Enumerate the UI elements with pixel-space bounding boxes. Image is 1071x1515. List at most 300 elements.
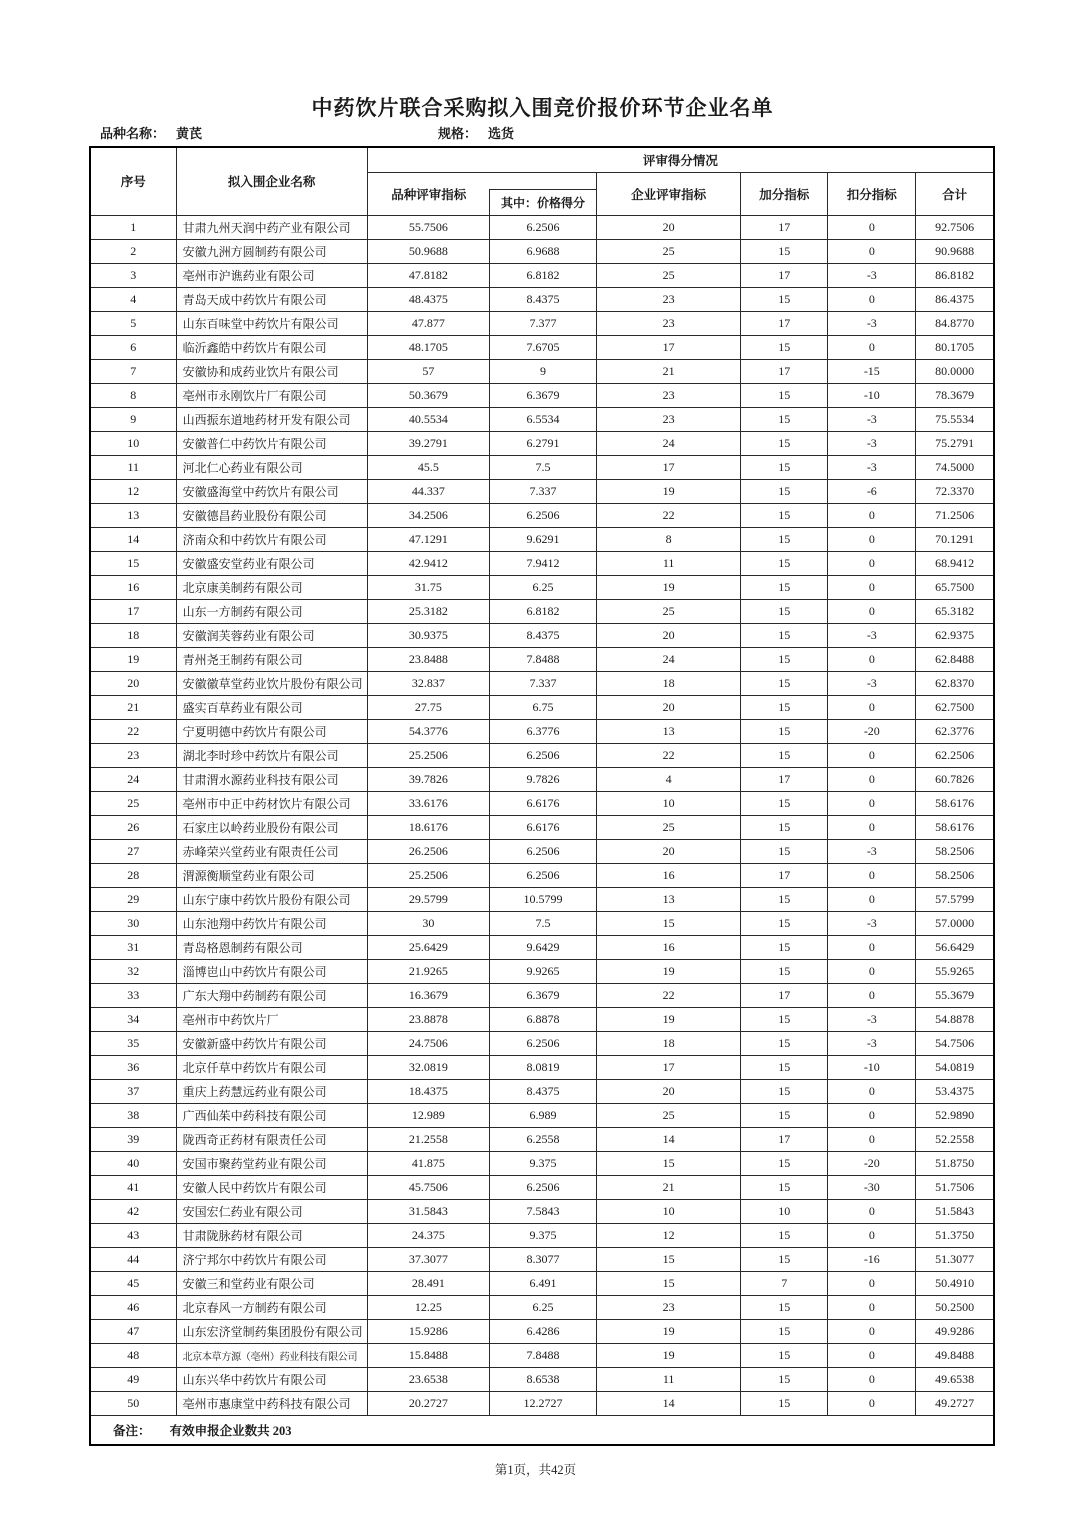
- variety-score-cell: 45.5: [367, 455, 489, 479]
- bonus-score-cell: 15: [741, 839, 828, 863]
- seq-cell: 11: [90, 455, 176, 479]
- price-score-cell: 8.6538: [489, 1367, 596, 1391]
- enterprise-score-cell: 19: [597, 959, 741, 983]
- company-name-cell: 安徽三和堂药业有限公司: [176, 1271, 367, 1295]
- company-name-cell: 甘肃渭水源药业科技有限公司: [176, 767, 367, 791]
- variety-score-cell: 32.0819: [367, 1055, 489, 1079]
- table-row: [90, 1199, 994, 1223]
- bonus-score-cell: 15: [741, 671, 828, 695]
- enterprise-score-cell: 15: [597, 1247, 741, 1271]
- bonus-score-cell: 15: [741, 1079, 828, 1103]
- enterprise-score-cell: 17: [597, 335, 741, 359]
- deduction-score-cell: -3: [828, 407, 916, 431]
- bonus-score-cell: 15: [741, 527, 828, 551]
- bonus-score-cell: 15: [741, 743, 828, 767]
- seq-cell: 18: [90, 623, 176, 647]
- seq-cell: 39: [90, 1127, 176, 1151]
- total-score-cell: 65.7500: [916, 575, 994, 599]
- enterprise-score-cell: 15: [597, 911, 741, 935]
- company-name-cell: 济宁邦尔中药饮片有限公司: [176, 1247, 367, 1271]
- seq-cell: 49: [90, 1367, 176, 1391]
- variety-score-cell: 57: [367, 359, 489, 383]
- variety-score-cell: 54.3776: [367, 719, 489, 743]
- deduction-score-cell: 0: [828, 287, 916, 311]
- bonus-score-cell: 15: [741, 407, 828, 431]
- deduction-score-cell: 0: [828, 695, 916, 719]
- seq-cell: 30: [90, 911, 176, 935]
- deduction-score-cell: 0: [828, 791, 916, 815]
- total-score-cell: 75.5534: [916, 407, 994, 431]
- bonus-score-cell: 17: [741, 983, 828, 1007]
- total-score-cell: 78.3679: [916, 383, 994, 407]
- company-name-cell: 赤峰荣兴堂药业有限责任公司: [176, 839, 367, 863]
- price-score-cell: 7.5: [489, 911, 596, 935]
- header-enterprise-score: 企业评审指标: [597, 172, 741, 215]
- enterprise-score-cell: 18: [597, 671, 741, 695]
- enterprise-score-cell: 14: [597, 1127, 741, 1151]
- total-score-cell: 58.6176: [916, 815, 994, 839]
- total-score-cell: 84.8770: [916, 311, 994, 335]
- bonus-score-cell: 15: [741, 1151, 828, 1175]
- bonus-score-cell: 15: [741, 1367, 828, 1391]
- total-score-cell: 54.0819: [916, 1055, 994, 1079]
- variety-score-cell: 25.6429: [367, 935, 489, 959]
- company-name-cell: 安徽新盛中药饮片有限公司: [176, 1031, 367, 1055]
- seq-cell: 23: [90, 743, 176, 767]
- price-score-cell: 8.4375: [489, 287, 596, 311]
- price-score-cell: 6.8182: [489, 263, 596, 287]
- deduction-score-cell: 0: [828, 887, 916, 911]
- bonus-score-cell: 15: [741, 335, 828, 359]
- deduction-score-cell: -3: [828, 911, 916, 935]
- company-name-cell: 北京仟草中药饮片有限公司: [176, 1055, 367, 1079]
- variety-score-cell: 23.8878: [367, 1007, 489, 1031]
- enterprise-score-cell: 11: [597, 551, 741, 575]
- variety-score-cell: 18.4375: [367, 1079, 489, 1103]
- deduction-score-cell: 0: [828, 959, 916, 983]
- price-score-cell: 7.337: [489, 479, 596, 503]
- variety-score-cell: 31.5843: [367, 1199, 489, 1223]
- enterprise-score-cell: 22: [597, 983, 741, 1007]
- table-row: [90, 1127, 994, 1151]
- enterprise-score-cell: 20: [597, 695, 741, 719]
- deduction-score-cell: -3: [828, 1031, 916, 1055]
- price-score-cell: 8.3077: [489, 1247, 596, 1271]
- table-row: [90, 215, 994, 239]
- deduction-score-cell: 0: [828, 1271, 916, 1295]
- deduction-score-cell: 0: [828, 647, 916, 671]
- seq-cell: 16: [90, 575, 176, 599]
- seq-cell: 45: [90, 1271, 176, 1295]
- total-score-cell: 57.0000: [916, 911, 994, 935]
- table-row: [90, 887, 994, 911]
- variety-score-cell: 48.4375: [367, 287, 489, 311]
- enterprise-score-cell: 16: [597, 863, 741, 887]
- company-name-cell: 安徽徽草堂药业饮片股份有限公司: [176, 671, 367, 695]
- total-score-cell: 62.2506: [916, 743, 994, 767]
- total-score-cell: 50.4910: [916, 1271, 994, 1295]
- total-score-cell: 52.9890: [916, 1103, 994, 1127]
- table-row: [90, 1007, 994, 1031]
- price-score-cell: 6.5534: [489, 407, 596, 431]
- company-name-cell: 陇西奇正药材有限责任公司: [176, 1127, 367, 1151]
- table-row: [90, 911, 994, 935]
- price-score-cell: 6.2506: [489, 743, 596, 767]
- variety-score-cell: 20.2727: [367, 1391, 489, 1415]
- header-total: 合计: [916, 172, 994, 215]
- enterprise-score-table: [89, 146, 995, 1446]
- header-bonus: 加分指标: [741, 172, 828, 215]
- seq-cell: 33: [90, 983, 176, 1007]
- enterprise-score-cell: 15: [597, 1151, 741, 1175]
- table-row: [90, 1271, 994, 1295]
- enterprise-score-cell: 19: [597, 1319, 741, 1343]
- price-score-cell: 6.6176: [489, 815, 596, 839]
- total-score-cell: 51.5843: [916, 1199, 994, 1223]
- seq-cell: 38: [90, 1103, 176, 1127]
- table-row: [90, 455, 994, 479]
- enterprise-score-cell: 14: [597, 1391, 741, 1415]
- deduction-score-cell: -3: [828, 671, 916, 695]
- variety-score-cell: 15.8488: [367, 1343, 489, 1367]
- enterprise-score-cell: 18: [597, 1031, 741, 1055]
- table-row: [90, 743, 994, 767]
- enterprise-score-cell: 19: [597, 1343, 741, 1367]
- seq-cell: 8: [90, 383, 176, 407]
- deduction-score-cell: 0: [828, 551, 916, 575]
- deduction-score-cell: 0: [828, 215, 916, 239]
- enterprise-score-cell: 13: [597, 719, 741, 743]
- deduction-score-cell: -15: [828, 359, 916, 383]
- bonus-score-cell: 17: [741, 1127, 828, 1151]
- deduction-score-cell: 0: [828, 983, 916, 1007]
- table-row: [90, 1367, 994, 1391]
- price-score-cell: 9.375: [489, 1223, 596, 1247]
- company-name-cell: 重庆上药慧远药业有限公司: [176, 1079, 367, 1103]
- variety-score-cell: 30: [367, 911, 489, 935]
- enterprise-score-cell: 25: [597, 263, 741, 287]
- company-name-cell: 安国宏仁药业有限公司: [176, 1199, 367, 1223]
- enterprise-score-cell: 10: [597, 1199, 741, 1223]
- company-name-cell: 甘肃陇脉药材有限公司: [176, 1223, 367, 1247]
- deduction-score-cell: -3: [828, 431, 916, 455]
- company-name-cell: 湖北李时珍中药饮片有限公司: [176, 743, 367, 767]
- price-score-cell: 9: [489, 359, 596, 383]
- deduction-score-cell: -3: [828, 263, 916, 287]
- enterprise-score-cell: 10: [597, 791, 741, 815]
- seq-cell: 35: [90, 1031, 176, 1055]
- variety-name-label: 品种名称：: [100, 126, 166, 141]
- company-name-cell: 亳州市永刚饮片厂有限公司: [176, 383, 367, 407]
- bonus-score-cell: 15: [741, 647, 828, 671]
- company-name-cell: 安徽盛安堂药业有限公司: [176, 551, 367, 575]
- seq-cell: 41: [90, 1175, 176, 1199]
- deduction-score-cell: 0: [828, 1223, 916, 1247]
- company-name-cell: 石家庄以岭药业股份有限公司: [176, 815, 367, 839]
- enterprise-score-cell: 23: [597, 287, 741, 311]
- variety-score-cell: 50.3679: [367, 383, 489, 407]
- price-score-cell: 6.25: [489, 1295, 596, 1319]
- note-row: [90, 1415, 994, 1445]
- company-name-cell: 青岛天成中药饮片有限公司: [176, 287, 367, 311]
- total-score-cell: 52.2558: [916, 1127, 994, 1151]
- company-name-cell: 安徽普仁中药饮片有限公司: [176, 431, 367, 455]
- bonus-score-cell: 15: [741, 503, 828, 527]
- variety-score-cell: 25.2506: [367, 743, 489, 767]
- company-name-cell: 济南众和中药饮片有限公司: [176, 527, 367, 551]
- total-score-cell: 57.5799: [916, 887, 994, 911]
- table-row: [90, 1103, 994, 1127]
- spec-label: 规格：: [438, 126, 478, 141]
- bonus-score-cell: 15: [741, 1175, 828, 1199]
- enterprise-score-cell: 20: [597, 623, 741, 647]
- bonus-score-cell: 15: [741, 791, 828, 815]
- total-score-cell: 71.2506: [916, 503, 994, 527]
- enterprise-score-cell: 21: [597, 359, 741, 383]
- enterprise-score-cell: 17: [597, 1055, 741, 1079]
- note-cell: [90, 1415, 994, 1445]
- total-score-cell: 50.2500: [916, 1295, 994, 1319]
- bonus-score-cell: 17: [741, 311, 828, 335]
- bonus-score-cell: 15: [741, 887, 828, 911]
- deduction-score-cell: 0: [828, 863, 916, 887]
- page-indicator: 第1页，共42页: [494, 1463, 577, 1477]
- variety-score-cell: 24.375: [367, 1223, 489, 1247]
- table-row: [90, 791, 994, 815]
- table-row: [90, 767, 994, 791]
- variety-score-cell: 30.9375: [367, 623, 489, 647]
- price-score-cell: 7.9412: [489, 551, 596, 575]
- total-score-cell: 62.8370: [916, 671, 994, 695]
- variety-score-cell: 41.875: [367, 1151, 489, 1175]
- total-score-cell: 62.8488: [916, 647, 994, 671]
- bonus-score-cell: 15: [741, 239, 828, 263]
- variety-score-cell: 16.3679: [367, 983, 489, 1007]
- deduction-score-cell: 0: [828, 503, 916, 527]
- company-name-cell: 亳州市沪谯药业有限公司: [176, 263, 367, 287]
- bonus-score-cell: 17: [741, 767, 828, 791]
- variety-score-cell: 25.2506: [367, 863, 489, 887]
- bonus-score-cell: 15: [741, 1295, 828, 1319]
- variety-score-cell: 34.2506: [367, 503, 489, 527]
- price-score-cell: 6.9688: [489, 239, 596, 263]
- variety-score-cell: 47.8182: [367, 263, 489, 287]
- table-row: [90, 407, 994, 431]
- table-row: [90, 671, 994, 695]
- company-name-cell: 山东宏济堂制药集团股份有限公司: [176, 1319, 367, 1343]
- bonus-score-cell: 15: [741, 599, 828, 623]
- variety-score-cell: 31.75: [367, 575, 489, 599]
- variety-score-cell: 42.9412: [367, 551, 489, 575]
- table-header: [90, 147, 994, 215]
- price-score-cell: 6.2791: [489, 431, 596, 455]
- table-row: [90, 1319, 994, 1343]
- company-name-cell: 山东宁康中药饮片股份有限公司: [176, 887, 367, 911]
- total-score-cell: 49.8488: [916, 1343, 994, 1367]
- table-row: [90, 959, 994, 983]
- company-name-cell: 渭源衡顺堂药业有限公司: [176, 863, 367, 887]
- header-variety-score: 品种评审指标: [391, 187, 467, 202]
- seq-cell: 48: [90, 1343, 176, 1367]
- variety-score-cell: 40.5534: [367, 407, 489, 431]
- price-score-cell: 6.2558: [489, 1127, 596, 1151]
- seq-cell: 37: [90, 1079, 176, 1103]
- variety-score-cell: 55.7506: [367, 215, 489, 239]
- bonus-score-cell: 15: [741, 1319, 828, 1343]
- company-name-cell: 安徽德昌药业股份有限公司: [176, 503, 367, 527]
- deduction-score-cell: -3: [828, 311, 916, 335]
- deduction-score-cell: 0: [828, 575, 916, 599]
- total-score-cell: 60.7826: [916, 767, 994, 791]
- total-score-cell: 58.6176: [916, 791, 994, 815]
- company-name-cell: 青岛格恩制药有限公司: [176, 935, 367, 959]
- deduction-score-cell: 0: [828, 1367, 916, 1391]
- total-score-cell: 62.3776: [916, 719, 994, 743]
- company-name-cell: 淄博岜山中药饮片有限公司: [176, 959, 367, 983]
- total-score-cell: 92.7506: [916, 215, 994, 239]
- price-score-cell: 7.5: [489, 455, 596, 479]
- header-company: 拟入围企业名称: [176, 147, 367, 215]
- company-name-cell: 亳州市中正中药材饮片有限公司: [176, 791, 367, 815]
- seq-cell: 43: [90, 1223, 176, 1247]
- table-row: [90, 599, 994, 623]
- seq-cell: 24: [90, 767, 176, 791]
- bonus-score-cell: 15: [741, 1247, 828, 1271]
- table-row: [90, 647, 994, 671]
- deduction-score-cell: 0: [828, 1127, 916, 1151]
- price-score-cell: 7.5843: [489, 1199, 596, 1223]
- seq-cell: 21: [90, 695, 176, 719]
- company-name-cell: 安徽盛海堂中药饮片有限公司: [176, 479, 367, 503]
- seq-cell: 50: [90, 1391, 176, 1415]
- total-score-cell: 51.8750: [916, 1151, 994, 1175]
- deduction-score-cell: 0: [828, 599, 916, 623]
- table-body: [90, 215, 994, 1415]
- deduction-score-cell: -16: [828, 1247, 916, 1271]
- bonus-score-cell: 15: [741, 551, 828, 575]
- enterprise-score-cell: 20: [597, 215, 741, 239]
- price-score-cell: 9.6429: [489, 935, 596, 959]
- table-row: [90, 935, 994, 959]
- company-name-cell: 北京本草方源（亳州）药业科技有限公司: [176, 1343, 367, 1367]
- table-row: [90, 239, 994, 263]
- total-score-cell: 90.9688: [916, 239, 994, 263]
- enterprise-score-cell: 25: [597, 1103, 741, 1127]
- table-row: [90, 1151, 994, 1175]
- price-score-cell: 6.3679: [489, 983, 596, 1007]
- variety-score-cell: 12.25: [367, 1295, 489, 1319]
- price-score-cell: 6.4286: [489, 1319, 596, 1343]
- variety-score-cell: 12.989: [367, 1103, 489, 1127]
- seq-cell: 34: [90, 1007, 176, 1031]
- company-name-cell: 亳州市惠康堂中药科技有限公司: [176, 1391, 367, 1415]
- seq-cell: 25: [90, 791, 176, 815]
- table-row: [90, 575, 994, 599]
- price-score-cell: 7.377: [489, 311, 596, 335]
- company-name-cell: 安徽协和成药业饮片有限公司: [176, 359, 367, 383]
- company-name-cell: 山西振东道地药材开发有限公司: [176, 407, 367, 431]
- enterprise-score-cell: 12: [597, 1223, 741, 1247]
- variety-score-cell: 39.7826: [367, 767, 489, 791]
- bonus-score-cell: 15: [741, 1223, 828, 1247]
- table-row: [90, 623, 994, 647]
- variety-score-cell: 37.3077: [367, 1247, 489, 1271]
- enterprise-score-cell: 25: [597, 815, 741, 839]
- variety-score-cell: 23.8488: [367, 647, 489, 671]
- bonus-score-cell: 15: [741, 455, 828, 479]
- total-score-cell: 65.3182: [916, 599, 994, 623]
- total-score-cell: 49.6538: [916, 1367, 994, 1391]
- table-row: [90, 863, 994, 887]
- deduction-score-cell: 0: [828, 1103, 916, 1127]
- bonus-score-cell: 7: [741, 1271, 828, 1295]
- seq-cell: 19: [90, 647, 176, 671]
- seq-cell: 42: [90, 1199, 176, 1223]
- total-score-cell: 49.2727: [916, 1391, 994, 1415]
- enterprise-score-cell: 8: [597, 527, 741, 551]
- price-score-cell: 9.9265: [489, 959, 596, 983]
- company-name-cell: 盛实百草药业有限公司: [176, 695, 367, 719]
- bonus-score-cell: 15: [741, 1031, 828, 1055]
- table-row: [90, 527, 994, 551]
- variety-score-cell: 47.877: [367, 311, 489, 335]
- variety-score-cell: 24.7506: [367, 1031, 489, 1055]
- price-score-cell: 6.8182: [489, 599, 596, 623]
- price-score-cell: 6.3776: [489, 719, 596, 743]
- seq-cell: 13: [90, 503, 176, 527]
- variety-score-cell: 29.5799: [367, 887, 489, 911]
- price-score-cell: 6.6176: [489, 791, 596, 815]
- seq-cell: 28: [90, 863, 176, 887]
- total-score-cell: 58.2506: [916, 863, 994, 887]
- enterprise-score-cell: 21: [597, 1175, 741, 1199]
- company-name-cell: 北京春风一方制药有限公司: [176, 1295, 367, 1319]
- price-score-cell: 6.989: [489, 1103, 596, 1127]
- company-name-cell: 宁夏明德中药饮片有限公司: [176, 719, 367, 743]
- deduction-score-cell: -20: [828, 1151, 916, 1175]
- enterprise-score-cell: 20: [597, 839, 741, 863]
- enterprise-score-cell: 25: [597, 239, 741, 263]
- enterprise-score-cell: 19: [597, 575, 741, 599]
- company-name-cell: 临沂鑫皓中药饮片有限公司: [176, 335, 367, 359]
- company-name-cell: 河北仁心药业有限公司: [176, 455, 367, 479]
- enterprise-score-cell: 16: [597, 935, 741, 959]
- total-score-cell: 86.4375: [916, 287, 994, 311]
- table-row: [90, 1031, 994, 1055]
- variety-score-cell: 21.9265: [367, 959, 489, 983]
- deduction-score-cell: 0: [828, 1319, 916, 1343]
- page-title: 中药饮片联合采购拟入围竞价报价环节企业名单: [311, 96, 774, 120]
- table-row: [90, 431, 994, 455]
- total-score-cell: 62.7500: [916, 695, 994, 719]
- header-deduction: 扣分指标: [828, 172, 916, 215]
- total-score-cell: 49.9286: [916, 1319, 994, 1343]
- deduction-score-cell: 0: [828, 1295, 916, 1319]
- price-score-cell: 8.4375: [489, 1079, 596, 1103]
- enterprise-score-cell: 19: [597, 1007, 741, 1031]
- deduction-score-cell: -3: [828, 455, 916, 479]
- table-row: [90, 839, 994, 863]
- table-row: [90, 335, 994, 359]
- total-score-cell: 80.0000: [916, 359, 994, 383]
- seq-cell: 26: [90, 815, 176, 839]
- seq-cell: 47: [90, 1319, 176, 1343]
- header-price-subscore: 其中：价格得分: [489, 189, 596, 215]
- bonus-score-cell: 15: [741, 1343, 828, 1367]
- total-score-cell: 56.6429: [916, 935, 994, 959]
- price-score-cell: 9.375: [489, 1151, 596, 1175]
- total-score-cell: 51.7506: [916, 1175, 994, 1199]
